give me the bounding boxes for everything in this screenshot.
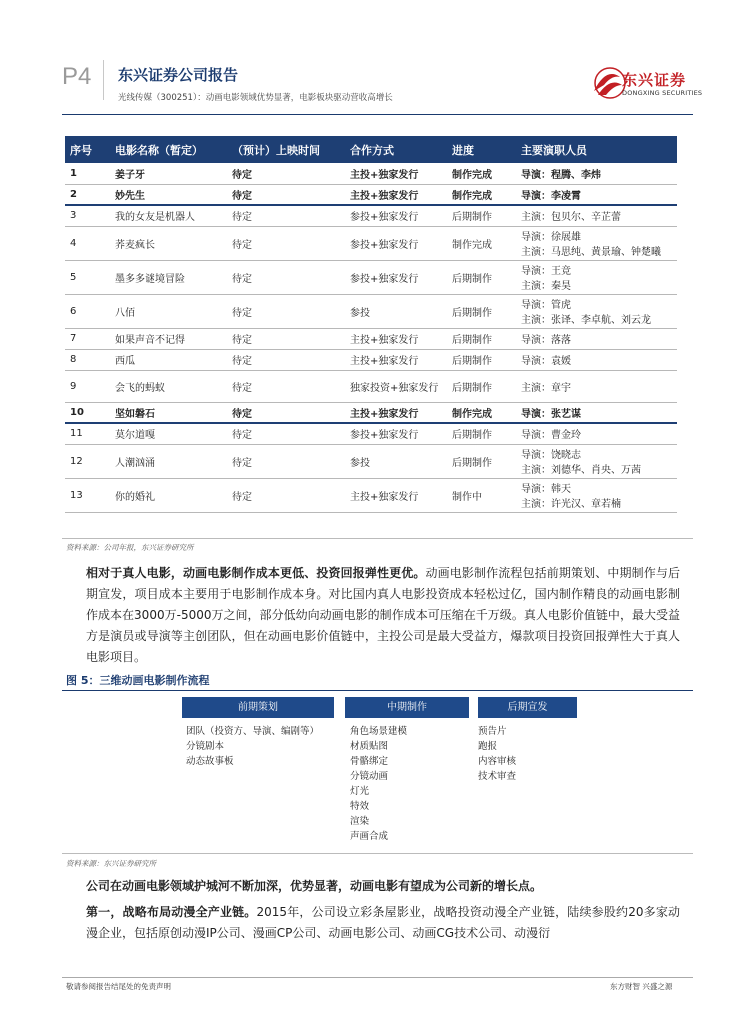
cell-no: 9 <box>65 370 110 402</box>
column-header: （预计）上映时间 <box>227 136 345 163</box>
cell-mode: 参投+独家发行 <box>345 205 447 226</box>
staff-line: 主演：许光汉、章若楠 <box>521 499 621 510</box>
phase-step: 角色场景建模 <box>350 726 408 737</box>
cell-date: 待定 <box>227 205 345 226</box>
footer-slogan: 东方财智 兴盛之源 <box>610 982 673 991</box>
cell-staff <box>516 260 677 294</box>
cell-no: 12 <box>65 444 110 478</box>
phase-items-pre <box>186 724 319 769</box>
figure-rule <box>62 690 693 691</box>
cell-mode: 主投+独家发行 <box>345 328 447 349</box>
phase-header-pre: 前期策划 <box>182 697 334 718</box>
staff-line: 导演：李凌霄 <box>521 190 581 202</box>
column-header: 电影名称（暂定） <box>110 136 227 163</box>
column-header: 序号 <box>65 136 110 163</box>
cell-staff <box>516 349 677 370</box>
phase-step: 渲染 <box>350 816 370 827</box>
figure-title: 图 5：三维动画电影制作流程 <box>66 674 210 687</box>
cell-status: 后期制作 <box>447 349 516 370</box>
cell-no: 11 <box>65 423 110 444</box>
footer-rule <box>62 977 693 978</box>
cell-staff <box>516 226 677 260</box>
cell-mode: 主投+独家发行 <box>345 478 447 512</box>
cell-mode: 参投+独家发行 <box>345 423 447 444</box>
figure-source-note: 资料来源：东兴证券研究所 <box>66 859 156 868</box>
cell-no: 2 <box>65 184 110 205</box>
table-row <box>65 294 677 328</box>
staff-line: 导演：落落 <box>521 335 571 346</box>
table-row <box>65 205 677 226</box>
table-row <box>65 328 677 349</box>
cell-no: 5 <box>65 260 110 294</box>
cell-status: 制作完成 <box>447 184 516 205</box>
cell-name: 荞麦疯长 <box>110 226 227 260</box>
phase-step: 材质贴图 <box>350 741 389 752</box>
staff-line: 主演：秦昊 <box>521 281 571 292</box>
report-subtitle: 光线传媒（300251）：动画电影领域优势显著，电影板块驱动营收高增长 <box>118 93 393 103</box>
cell-no: 8 <box>65 349 110 370</box>
phase-step: 声画合成 <box>350 831 389 842</box>
phase-header-post: 后期宣发 <box>478 697 577 718</box>
staff-line: 主演：章宇 <box>521 382 571 394</box>
staff-line: 导演：曹金玲 <box>521 430 581 442</box>
staff-line: 主演：刘德华、肖央、万茜 <box>521 465 641 476</box>
staff-line: 导演：王竞 <box>521 266 571 277</box>
phase-step: 灯光 <box>350 786 370 797</box>
cell-status: 制作完成 <box>447 226 516 260</box>
cell-status: 制作中 <box>447 478 516 512</box>
cell-no: 7 <box>65 328 110 349</box>
cell-mode: 参投 <box>345 444 447 478</box>
paragraph-lead: 相对于真人电影，动画电影制作成本更低、投资回报弹性更优。 <box>86 566 426 580</box>
table-row <box>65 184 677 205</box>
cell-date: 待定 <box>227 163 345 184</box>
disclaimer-note: 敬请参阅报告结尾处的免责声明 <box>66 982 171 991</box>
cell-status: 后期制作 <box>447 423 516 444</box>
column-header: 进度 <box>447 136 516 163</box>
cell-name: 墨多多谜境冒险 <box>110 260 227 294</box>
cell-no: 1 <box>65 163 110 184</box>
cell-mode: 主投+独家发行 <box>345 163 447 184</box>
cell-date: 待定 <box>227 444 345 478</box>
cell-date: 待定 <box>227 349 345 370</box>
cell-name: 人潮汹涌 <box>110 444 227 478</box>
source-rule <box>62 853 693 854</box>
table-row <box>65 423 677 444</box>
table-row <box>65 260 677 294</box>
source-rule <box>62 538 693 539</box>
cell-name: 坚如磐石 <box>110 402 227 423</box>
phase-step: 内容审核 <box>478 756 517 767</box>
phase-step: 跑报 <box>478 741 498 752</box>
logo-name: 东兴证券 <box>622 71 687 89</box>
cell-mode: 参投+独家发行 <box>345 226 447 260</box>
staff-line: 导演：张艺谋 <box>521 408 581 420</box>
phase-header-mid: 中期制作 <box>345 697 469 718</box>
cell-name: 你的婚礼 <box>110 478 227 512</box>
paragraph-body: 动画电影制作流程包括前期策划、中期制作与后期宣发，项目成本主要用于电影制作成本身。对比国内真人电影投资成本轻松过亿，国内制作精良的动画电影制作成本在3000万-5000万之间，部分低幼向动画电影的制作成本可压缩在千万级。真人电影价值链中，最大受益方是演员或导演等主创团队，但在动画电影价值链中，主投公司是最大受益方，爆款项目投资回报弹性大于真人电影项目。 <box>86 566 680 664</box>
cell-no: 13 <box>65 478 110 512</box>
cell-date: 待定 <box>227 226 345 260</box>
cell-date: 待定 <box>227 294 345 328</box>
table-source-note: 资料来源：公司年报，东兴证券研究所 <box>66 543 194 552</box>
cell-staff <box>516 163 677 184</box>
cell-status: 后期制作 <box>447 205 516 226</box>
analysis-paragraph <box>86 563 680 668</box>
cell-name: 姜子牙 <box>110 163 227 184</box>
cell-date: 待定 <box>227 423 345 444</box>
staff-line: 导演：韩天 <box>521 484 571 495</box>
cell-status: 后期制作 <box>447 294 516 328</box>
table-header-row <box>65 136 677 163</box>
cell-mode: 参投 <box>345 294 447 328</box>
cell-mode: 参投+独家发行 <box>345 260 447 294</box>
cell-mode: 主投+独家发行 <box>345 349 447 370</box>
phase-step: 骨骼绑定 <box>350 756 389 767</box>
staff-line: 导演：徐展雄 <box>521 232 581 243</box>
phase-items-mid <box>350 724 407 844</box>
cell-name: 莫尔道嘎 <box>110 423 227 444</box>
cell-name: 会飞的蚂蚁 <box>110 370 227 402</box>
cell-staff <box>516 205 677 226</box>
cell-staff <box>516 328 677 349</box>
cell-mode: 主投+独家发行 <box>345 402 447 423</box>
cell-date: 待定 <box>227 184 345 205</box>
report-title: 东兴证券公司报告 <box>118 66 239 84</box>
staff-line: 导演：袁媛 <box>521 356 571 367</box>
logo-english: DONGXING SECURITIES <box>622 89 703 97</box>
cell-name: 妙先生 <box>110 184 227 205</box>
cell-mode: 独家投资+独家发行 <box>345 370 447 402</box>
production-flow-diagram <box>182 697 577 842</box>
cell-staff <box>516 370 677 402</box>
paragraph-body: 2015年，公司设立彩条屋影业，战略投资动漫全产业链，陆续参股约20多家动漫企业，包括原创动漫IP公司、漫画CP公司、动画电影公司、动画CG技术公司、动漫衍 <box>86 905 680 940</box>
table-row <box>65 444 677 478</box>
column-header: 合作方式 <box>345 136 447 163</box>
cell-mode: 主投+独家发行 <box>345 184 447 205</box>
staff-line: 主演：包贝尔、辛芷蕾 <box>521 212 621 224</box>
table-row <box>65 163 677 184</box>
cell-status: 后期制作 <box>447 260 516 294</box>
cell-status: 后期制作 <box>447 444 516 478</box>
staff-line: 主演：张译、李卓航、刘云龙 <box>521 315 651 326</box>
cell-no: 3 <box>65 205 110 226</box>
cell-staff <box>516 444 677 478</box>
column-header: 主要演职人员 <box>516 136 677 163</box>
header-divider <box>103 60 104 100</box>
cell-staff <box>516 294 677 328</box>
table-row <box>65 402 677 423</box>
cell-no: 6 <box>65 294 110 328</box>
phase-step: 分镜剧本 <box>186 741 225 752</box>
cell-name: 八佰 <box>110 294 227 328</box>
cell-date: 待定 <box>227 328 345 349</box>
table-row <box>65 370 677 402</box>
phase-step: 团队（投资方、导演、编剧等） <box>186 726 320 737</box>
cell-name: 我的女友是机器人 <box>110 205 227 226</box>
table-row <box>65 349 677 370</box>
phase-step: 动态故事板 <box>186 756 234 767</box>
cell-status: 后期制作 <box>447 370 516 402</box>
strategy-paragraph <box>86 902 680 944</box>
cell-status: 制作完成 <box>447 402 516 423</box>
cell-status: 后期制作 <box>447 328 516 349</box>
staff-line: 导演：程腾、李炜 <box>521 169 601 181</box>
staff-line: 导演：管虎 <box>521 300 571 311</box>
cell-staff <box>516 423 677 444</box>
cell-name: 西瓜 <box>110 349 227 370</box>
cell-staff <box>516 184 677 205</box>
cell-status: 制作完成 <box>447 163 516 184</box>
cell-no: 4 <box>65 226 110 260</box>
paragraph-lead: 第一，战略布局动漫全产业链。 <box>86 905 257 919</box>
phase-step: 特效 <box>350 801 370 812</box>
cell-no: 10 <box>65 402 110 423</box>
phase-step: 技术审查 <box>478 771 517 782</box>
phase-items-post <box>478 724 516 784</box>
page-number: P4 <box>62 63 92 90</box>
cell-date: 待定 <box>227 260 345 294</box>
film-slate-table <box>65 136 677 513</box>
cell-staff <box>516 402 677 423</box>
cell-name: 如果声音不记得 <box>110 328 227 349</box>
cell-staff <box>516 478 677 512</box>
staff-line: 导演：饶晓志 <box>521 450 581 461</box>
header-rule <box>62 114 693 115</box>
cell-date: 待定 <box>227 370 345 402</box>
cell-date: 待定 <box>227 402 345 423</box>
phase-step: 分镜动画 <box>350 771 389 782</box>
table-row <box>65 478 677 512</box>
phase-step: 预告片 <box>478 726 507 737</box>
cell-date: 待定 <box>227 478 345 512</box>
summary-paragraph: 公司在动画电影领域护城河不断加深，优势显著，动画电影有望成为公司新的增长点。 <box>86 879 543 893</box>
table-row <box>65 226 677 260</box>
staff-line: 主演：马思纯、黄景瑜、钟楚曦 <box>521 247 661 258</box>
